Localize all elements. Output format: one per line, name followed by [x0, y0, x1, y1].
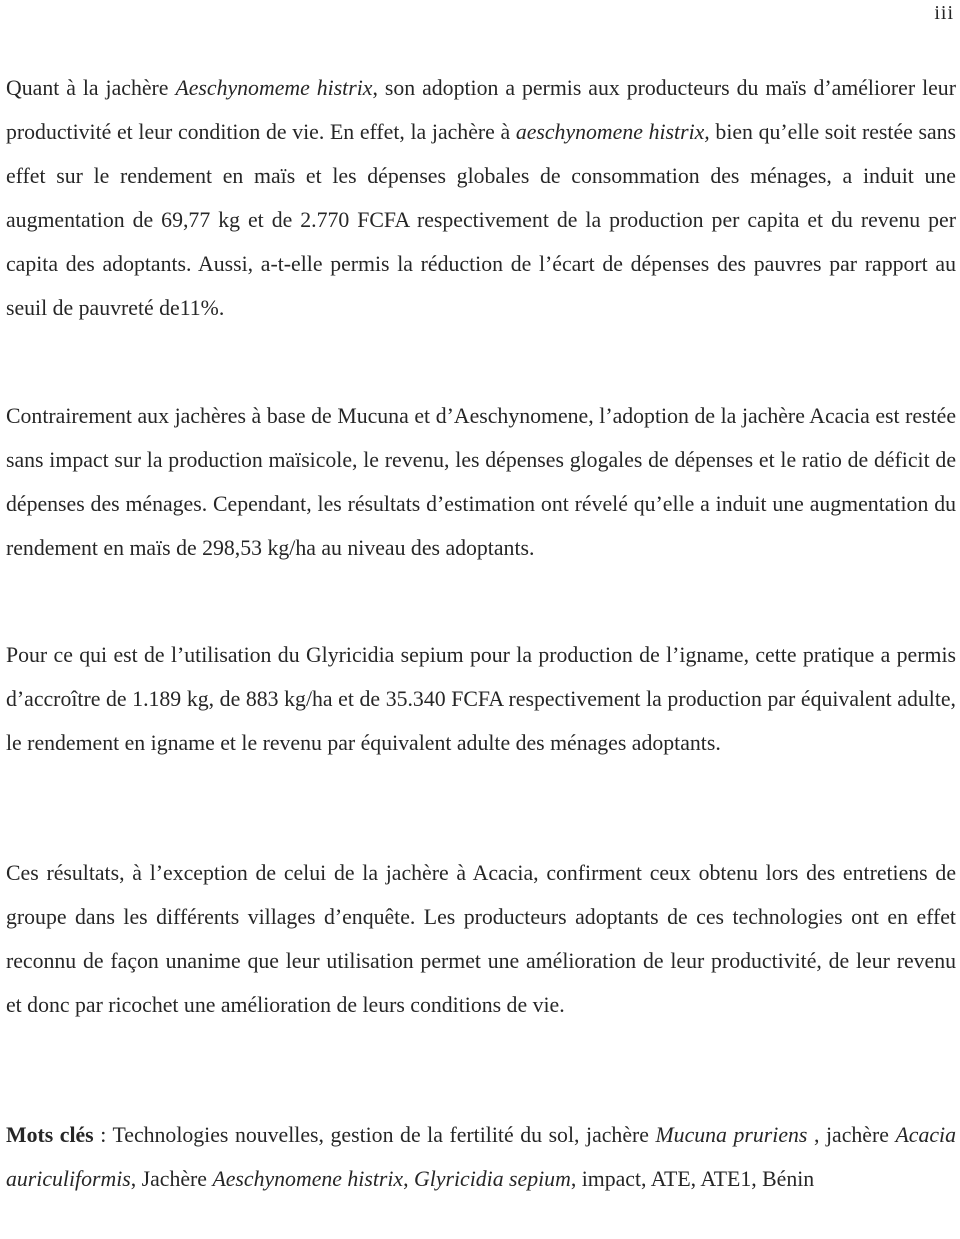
- paragraph-acacia: Contrairement aux jachères à base de Mucuna et d’Aeschynomene, l’adoption de la jachère Acacia est restée sans impact sur la production maïsicole, le revenu, les dépenses glogales de dépenses et le ratio de déficit de dépenses des ménages. Cependant, les résultats d’estimation ont révelé qu’elle a induit une augmentation du rendement en maïs de 298,53 kg/ha au niveau des adoptants.: [6, 404, 956, 560]
- keyword-species: Acacia auriculiformis: [6, 1123, 956, 1191]
- species-name: Aeschynomeme histrix: [175, 76, 373, 100]
- page-number: iii: [934, 2, 954, 24]
- text-run: bien qu’elle soit restée sans effet sur le rendement en maïs et les dépenses globales de consommation des ménages, a induit une augmentation de 69,77 kg et de 2.770 FCFA respectivement de la production per capita et du revenu per capita des adoptants. Aussi, a-t-elle permis la réduction de l’écart de dépenses des pauvres par rapport au seuil de pauvreté de11%.: [6, 120, 957, 320]
- species-name: aeschynomene histrix,: [515, 120, 710, 144]
- keyword-text: , impact, ATE, ATE1, Bénin: [570, 1167, 815, 1191]
- keyword-text: , jachère: [807, 1123, 896, 1147]
- paragraph-glyricidia: Pour ce qui est de l’utilisation du Glyricidia sepium pour la production de l’igname, cette pratique a permis d’accroître de 1.189 kg, de 883 kg/ha et de 35.340 FCFA respectivement la production par équivalent adulte, le rendement en igname et le revenu par équivalent adulte des ménages adoptants.: [6, 643, 956, 755]
- keyword-species: Aeschynomene histrix: [212, 1167, 404, 1191]
- paragraph-conclusion: Ces résultats, à l’exception de celui de la jachère à Acacia, confirment ceux obtenu lors des entretiens de groupe dans les différents villages d’enquête. Les producteurs adoptants de ces technologies ont en effet reconnu de façon unanime que leur utilisation permet une amélioration de leur productivité, de leur revenu et donc par ricochet une amélioration de leurs conditions de vie.: [6, 861, 956, 1017]
- keyword-species: Mucuna pruriens: [655, 1123, 808, 1147]
- paragraph-aeschynomene: [6, 66, 956, 330]
- keyword-text: Technologies nouvelles, gestion de la fertilité du sol, jachère: [112, 1123, 656, 1147]
- keywords-label: Mots clés: [6, 1123, 94, 1147]
- keyword-species: Glyricidia sepium: [414, 1167, 571, 1191]
- keyword-text: , Jachère: [130, 1167, 213, 1191]
- keywords-separator: :: [93, 1123, 113, 1147]
- text-run: , son adoption a permis aux producteurs du maïs d’améliorer leur productivité et leur condition de vie. En effet, la jachère à: [6, 76, 956, 144]
- keyword-text: ,: [403, 1167, 415, 1191]
- keywords: [6, 1113, 956, 1201]
- text-run: Quant à la jachère: [6, 76, 176, 100]
